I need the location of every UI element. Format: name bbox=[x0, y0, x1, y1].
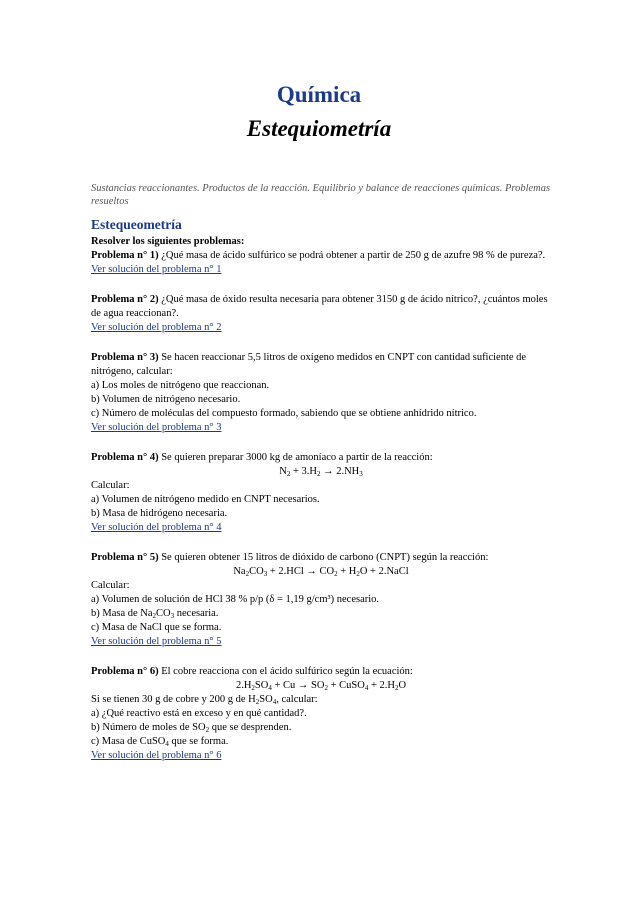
problem-3 bbox=[91, 351, 551, 435]
solution-link-1[interactable]: Ver solución del problema n° 1 bbox=[91, 264, 222, 275]
problem-4 bbox=[91, 451, 551, 535]
solution-link-4[interactable]: Ver solución del problema n° 4 bbox=[91, 522, 222, 533]
page-description: Sustancias reaccionantes. Productos de la reacción. Equilibrio y balance de reacciones químicas. Problemas resueltos bbox=[91, 183, 551, 207]
reaction-equation-4: $N_2 + 3.H_2 \to 2.NH_3$ bbox=[279, 466, 363, 478]
problem-5-item-c: c) Masa de NaCl que se forma. bbox=[91, 622, 222, 633]
section-title: Estequeometría bbox=[91, 217, 182, 232]
problem-5-label: Problema n° 5) bbox=[91, 552, 159, 563]
problem-5-text: Se quieren obtener 15 litros de dióxido de carbono (CNPT) según la reacción: bbox=[161, 552, 489, 563]
problem-4-text: Se quieren preparar 3000 kg de amoníaco a partir de la reacción: bbox=[161, 452, 433, 463]
problem-1 bbox=[91, 249, 551, 277]
problem-1-label: Problema n° 1) bbox=[91, 250, 159, 261]
problem-3-text: Se hacen reaccionar 5,5 litros de oxígeno medidos en CNPT con cantidad suficiente de nitrógeno, calcular: bbox=[91, 352, 527, 377]
problem-2 bbox=[91, 293, 551, 335]
problem-5-calc: Calcular: bbox=[91, 580, 130, 591]
problem-5-item-b: b) Masa de $Na_2CO_3$ necesaria. bbox=[91, 608, 219, 620]
problem-5 bbox=[91, 551, 551, 649]
document-content bbox=[91, 182, 551, 779]
solution-link-5[interactable]: Ver solución del problema n° 5 bbox=[91, 636, 222, 647]
problem-3-item-b: b) Volumen de nitrógeno necesario. bbox=[91, 394, 241, 405]
problem-6-text: El cobre reacciona con el ácido sulfúrico según la ecuación: bbox=[161, 666, 413, 677]
problem-6-label: Problema n° 6) bbox=[91, 666, 159, 677]
problem-3-item-a: a) Los moles de nitrógeno que reaccionan. bbox=[91, 380, 270, 391]
problem-6-item-a: a) ¿Qué reactivo está en exceso y en qué cantidad?. bbox=[91, 708, 307, 719]
problem-1-text: ¿Qué masa de ácido sulfúrico se podrá obtener a partir de 250 g de azufre 98 % de pureza?. bbox=[161, 250, 546, 261]
problem-4-calc: Calcular: bbox=[91, 480, 130, 491]
problem-2-text: ¿Qué masa de óxido resulta necesaria para obtener 3150 g de ácido nítrico?, ¿cuántos moles de agua reaccionan?. bbox=[91, 294, 548, 319]
reaction-equation-6: $2.H_2SO_4 + Cu \to SO_2$ + CuSO$_4$ + $2.H_2O$ bbox=[235, 680, 407, 692]
problem-2-label: Problema n° 2) bbox=[91, 294, 159, 305]
problem-5-item-a: a) Volumen de solución de HCl 38 % p/p (δ = 1,19 g/cm³) necesario. bbox=[91, 594, 380, 605]
problem-6 bbox=[91, 665, 551, 763]
problem-4-label: Problema n° 4) bbox=[91, 452, 159, 463]
solution-link-6[interactable]: Ver solución del problema n° 6 bbox=[91, 750, 222, 761]
problem-4-item-b: b) Masa de hidrógeno necesaria. bbox=[91, 508, 228, 519]
solution-link-2[interactable]: Ver solución del problema n° 2 bbox=[91, 322, 222, 333]
section-instruction: Resolver los siguientes problemas: bbox=[91, 236, 245, 247]
solution-link-3[interactable]: Ver solución del problema n° 3 bbox=[91, 422, 222, 433]
problem-6-item-b: b) Número de moles de $SO_2$ que se desprenden. bbox=[91, 722, 292, 734]
problem-6-given: Si se tienen 30 g de cobre y 200 g de $H_2SO_4$, calcular: bbox=[91, 694, 318, 706]
page-subtitle: Estequiometría bbox=[246, 116, 392, 141]
page-title: Química bbox=[276, 82, 362, 107]
problem-3-item-c: c) Número de moléculas del compuesto formado, sabiendo que se obtiene anhídrido nítrico. bbox=[91, 408, 477, 419]
reaction-equation-5: $Na_2CO_3 + 2.HCl \to CO_2 + H_2O$ + 2.NaCl bbox=[233, 566, 409, 578]
problem-4-item-a: a) Volumen de nitrógeno medido en CNPT necesarios. bbox=[91, 494, 320, 505]
problem-3-label: Problema n° 3) bbox=[91, 352, 159, 363]
problem-6-item-c: c) Masa de CuSO$_4$ que se forma. bbox=[91, 736, 229, 748]
